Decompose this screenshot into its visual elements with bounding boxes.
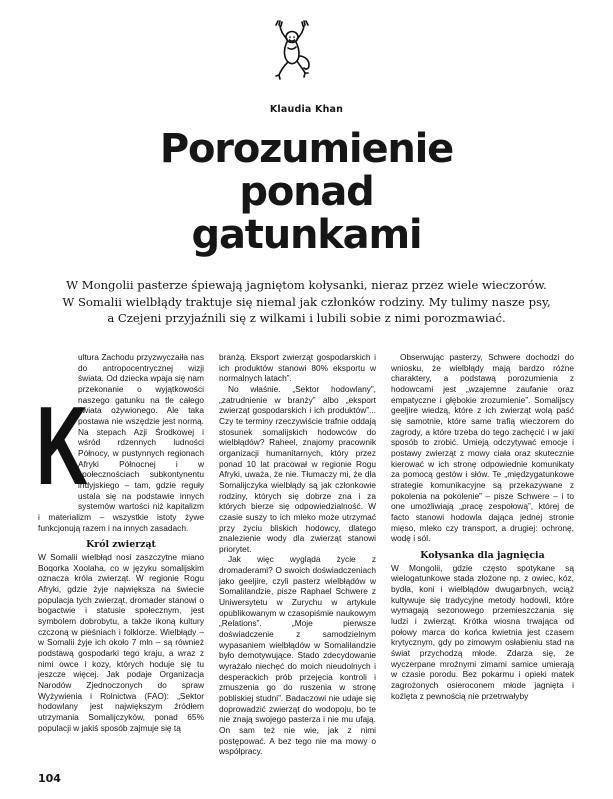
lead-line: W Somalii wielbłądy traktuje się niemal jak członków rodziny. My tulimy nasze psy, — [62, 294, 551, 309]
author-byline: Klaudia Khan — [269, 104, 344, 115]
drop-cap — [36, 354, 89, 508]
paragraph: branżą. Eksport zwierząt gospodarskich i ich produktów stanowi 80% eksportu w normalnych latach”. — [219, 352, 376, 384]
lead-line: a Czejeni przyjaźnili się z wilkami i lubili sobie z nimi porozmawiać. — [107, 311, 506, 325]
title-line: gatunkami — [191, 212, 422, 258]
article-title — [0, 128, 613, 257]
paragraph: ultura Zachodu przyzwyczaiła nas do antropocentrycznej wizji świata. Od dziecka wpaja się nam przekonanie o wyjątkowości naszego gatunku na tle całego świata ożywionego. Ale taka postawa nie wszędzie jest normą. Na stepach Azji Środkowej i wśród rdzennych ludności Północy, w pustynnych regionach Afryki Północnej i w społecznościach subkontynentu indyjskiego – tam, gdzie reguły ustala się na podstawie innych systemów wartości niż kapitalizm i materializm – wszystkie istoty żywe funkcjonują razem i na innych zasadach. — [38, 352, 204, 533]
title-line: ponad — [239, 169, 374, 215]
paragraph: Obserwując pasterzy, Schwere dochodzi do wniosku, że wielbłądy mają bardzo różne charaktery, a podstawą porozumienia z hodowcami jest „wzajemne zaufanie oraz empatyczne i głębokie zrozumienie”. Somalijscy geeljire wiedzą, które z ich zwierząt wolą paść się samotnie, które same trafią wieczorem do zagrody, a które trzeba do tego zachęcić i w jaki sposób to zrobić. Umieją odczytywać emocje i postawy zwierząt z mowy ciała oraz skutecznie kierować w ich stronę odpowiednie komunikaty za pomocą gestów i słów. Te „międzygatunkowe strategie komunikacyjne są przekazywane z pokolenia na pokolenie” – pisze Schwere – i to one umożliwiają „pracę zespołową”, której de facto stanowi hodowla dająca jednej stronie mięso, mleko czy transport, a drugiej: ochronę, wodę i sól. — [391, 352, 574, 544]
section-heading: Kołysanka dla jagnięcia — [420, 549, 545, 561]
lead-line: W Mongolii pasterze śpiewają jagniętom kołysanki, nieraz przez wiele wieczorów. — [66, 278, 547, 292]
dancing-monkey-icon — [269, 18, 315, 84]
paragraph: Jak więc wygląda życie z dromaderami? O swoich doświadczeniach jako geeljire, czyli pasterz wielbłądów w Somalilandzie, pisze Raphael Schwere z Uniwersytetu w Zurychu w artykule opublikowanym w czasopiśmie naukowym „Relations”. „Moje pierwsze doświadczenie z samodzielnym wypasaniem wielbłądów w Somalilandzie było demotywujące. Stado zdecydowanie wyrażało niechęć do moich nieudolnych i desperackich prób przejęcia kontroli i zmuszenia go do ruszenia w stronę pobliskiej studni”. Badaczowi nie udaje się doprowadzić zwierząt do wodopoju, bo te nie znają swojego pasterza i nie mu ufają. On sam też nie wie, jak z nimi postępować. A bez tego nie ma mowy o współpracy. — [219, 554, 376, 757]
title-line: Porozumienie — [159, 126, 454, 172]
paragraph: W Mongolii, gdzie często spotykane są wielogatunkowe stada złożone np. z owiec, kóz, bydła, koni i wielbłądów dwugarbnych, wciąż kultywuje się tradycyjne metody hodowli, które wymagają sezonowego przemieszczania się ludzi i zwierząt. Krótka wiosna trwająca od połowy marca do końca kwietnia jest czasem krytycznym, gdy po zimowym osłabieniu stad na świat przychodzą młode. Zdarza się, że wyczerpane mroźnymi zimami samice umierają w czasie porodu. Bez pokarmu i opieki matek zagrożonych osieroconem młode jagnięta i koźlęta z pewnością nie przetrwałyby — [391, 562, 574, 701]
text-column-3 — [391, 352, 574, 752]
text-column-2 — [219, 352, 376, 757]
section-heading: Król zwierząt — [86, 539, 156, 551]
page-number: 104 — [38, 772, 61, 785]
drop-cap-letter: K — [36, 383, 89, 508]
paragraph: W Somalii wielbłąd nosi zaszczytne miano Boqorka Xoolaha, co w języku somalijskim oznacza króla zwierząt. W regionie Rogu Afryki, gdzie żyje największa na świecie populacja tych zwierząt, dromader stanowi o bogactwie i statusie społecznym, jest symbolem dobrobytu, a także ikoną kultury czczoną w pieśniach i folklorze. Wielbłądy – w Somalii żyje ich około 7 mln – są również podstawą gospodarki tego kraju, a wraz z nimi owce i kozy, których hoduje się tu jeszcze więcej. Jak podaje Organizacja Narodów Zjednoczonych do spraw Wyżywienia i Rolnictwa (FAO): „Sektor hodowlany jest największym źródłem utrzymania Somalijczyków, ponad 65% populacji w jakiś sposób zajmuje się tą — [38, 552, 204, 733]
paragraph: No właśnie. „Sektor hodowlany”, „zatrudnienie w branży” albo „eksport zwierząt gospodarskich i ich produktów”... Czy te terminy rzeczywiście trafnie oddają stosunek somalijskich hodowców do wielbłądów? Raheel, znajomy pracownik organizacji humanitarnych, który przez ponad 10 lat pracował w regionie Rogu Afryki, uważa, że nie. Tłumaczy mi, że dla Somalijczyka wielbłądy są jak członkowie rodziny, których się dobrze zna i za których bierze się odpowiedzialność. W czasie suszy to ich mleko może utrzymać przy życiu bliskich hodowcy, dlatego znalezienie wody dla zwierząt stanowi priorytet. — [219, 383, 376, 554]
article-lead — [36, 277, 577, 327]
text-column-1 — [38, 352, 204, 752]
